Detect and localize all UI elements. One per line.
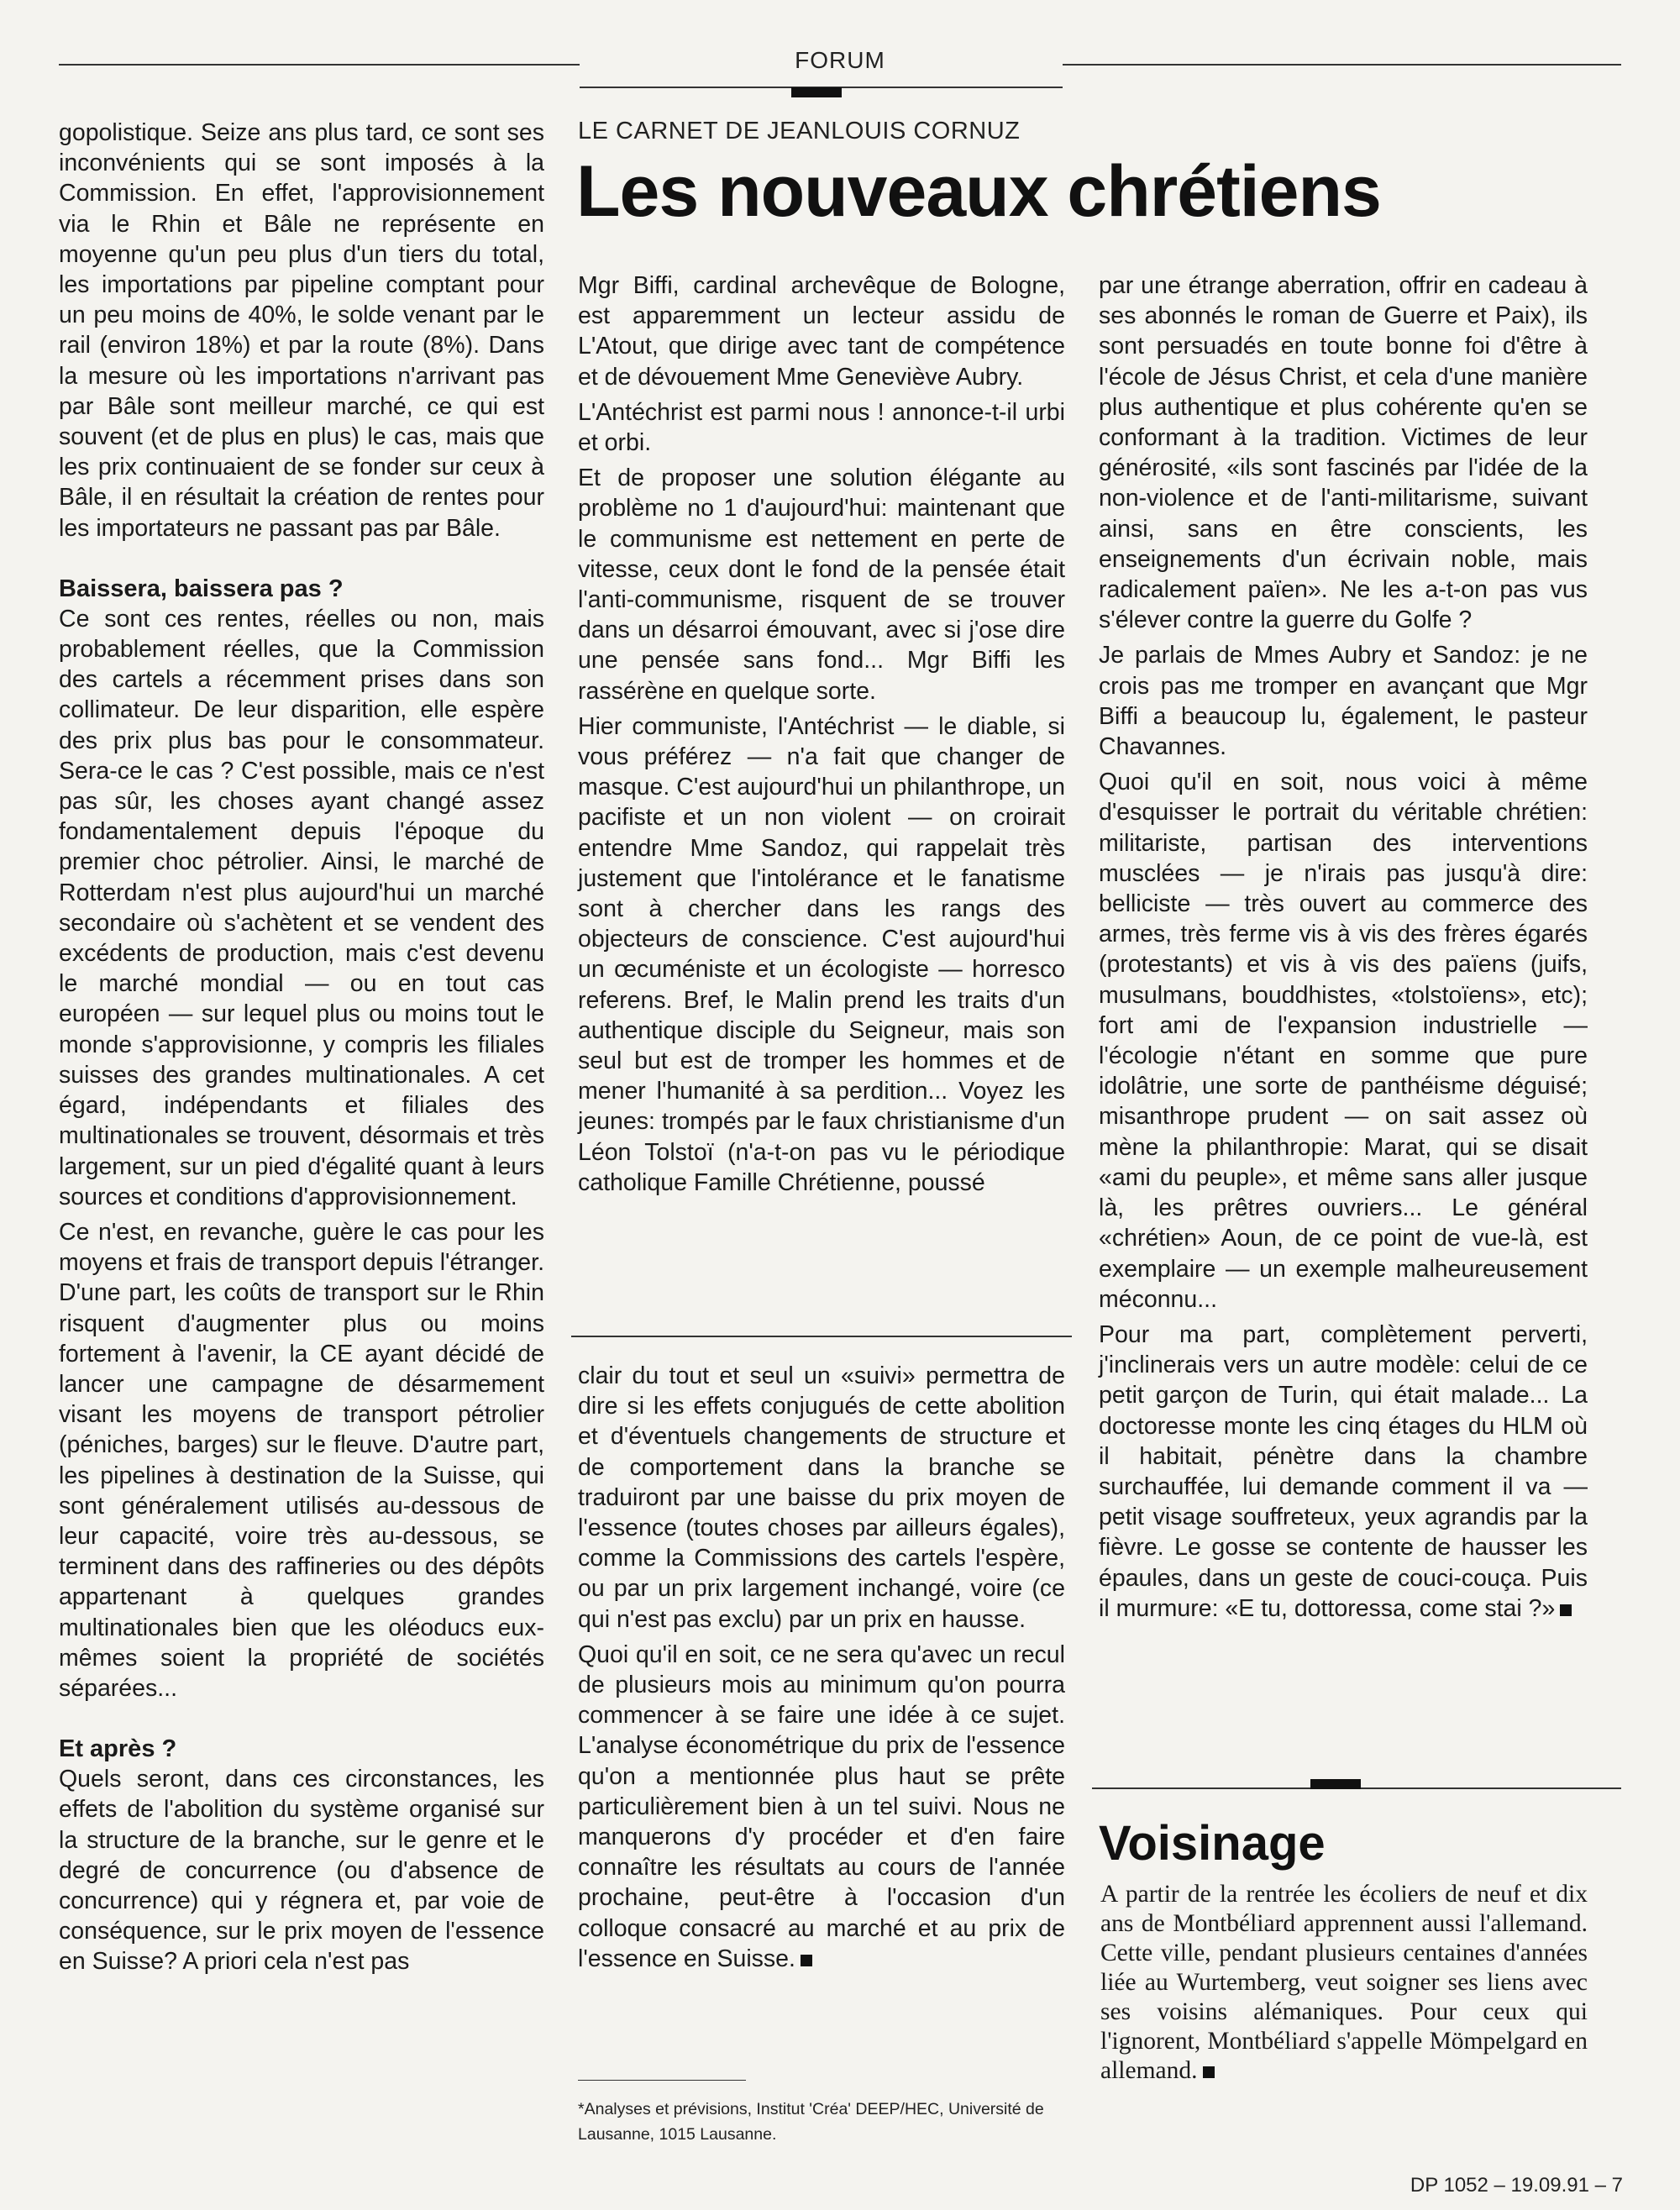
heading-baissera: Baissera, baissera pas ? bbox=[59, 575, 344, 602]
voisinage-title: Voisinage bbox=[1099, 1816, 1326, 1871]
carnet-column-2 bbox=[1099, 270, 1588, 1624]
carnet-p4: Hier communiste, l'Antéchrist — le diable, si vous préférez — n'a fait que changer de masque. C'est aujourd'hui un philanthrope, un pacifiste et un non violent — on croirait entendre Mme Sandoz, qui rappelait très justement que l'intolérance et le fanatisme sont à chercher dans les rangs des objecteurs de conscience. C'est aujourd'hui un œcuméniste et un écologiste — horresco referens. Bref, le Malin prend les traits d'un authentique disciple du Seigneur, mais son seul but est de tromper les hommes et de mener l'humanité à sa perdition... Voyez les jeunes: trompés par le faux christianisme d'un Léon Tolstoï (n'a-t-on pas vu le périodique catholique Famille Chrétienne, poussé bbox=[578, 712, 1065, 1196]
voisinage-text: A partir de la rentrée les écoliers de neuf et dix ans de Montbéliard apprennent aussi l'allemand. Cette ville, pendant plusieurs centaines d'années liée au Wurtemberg, veut soigner ses liens avec ses voisins alémaniques. Pour ceux qui l'ignorent, Montbéliard s'appelle Mömpelgard en allemand. bbox=[1100, 1881, 1588, 2084]
carnet-p8: Pour ma part, complètement perverti, j'inclinerais vers un autre modèle: celui de ce petit garçon de Turin, qui était malade... La doctoresse monte les cinq étages du HLM où il habitait, pénètre dans la chambre surchauffée, lui demande comment il va — petit visage souffreteux, yeux agrandis par la fièvre. Le gosse se contente de hausser les épaules, dans un geste de couci-couça. Puis il murmure: «E tu, dottoressa, come stai ?» bbox=[1099, 1320, 1588, 1622]
left-column bbox=[59, 118, 544, 1977]
heading-et-apres: Et après ? bbox=[59, 1735, 177, 1763]
middle-bottom-p1: clair du tout et seul un «suivi» permettra de dire si les effets conjugués de cette abolition et d'éventuels changements de structure et de comportement dans la branche se traduiront par une baisse du prix moyen de l'essence (toutes choses par ailleurs égales), comme la Commissions des cartels l'espère, ou par un prix largement inchangé, voire (ce qui n'est pas exclu) par un prix en hausse. bbox=[578, 1362, 1065, 1633]
left-para-1: Ce sont ces rentes, réelles ou non, mais probablement réelles, que la Commission des cartels a récemment prises dans son collimateur. De leur disparition, elle espère des prix plus bas pour le consommateur. Sera-ce le cas ? C'est possible, mais ce n'est pas sûr, les choses ayant changé assez fondamentalement depuis l'époque du premier choc pétrolier. Ainsi, le marché de Rotterdam n'est plus aujourd'hui un marché secondaire où s'achètent et se vendent des excédents de production, mais c'est devenu le marché mondial — ou en tout cas européen — sur lequel plus ou moins tout le monde s'approvisionne, y compris les filiales suisses des grandes multinationales. A cet égard, indépendants et filiales des multinationales se trouvent, désormais et très largement, sur un pied d'égalité quant à leurs sources et conditions d'approvisionnement. bbox=[59, 605, 544, 1210]
voisinage-text-block bbox=[1100, 1880, 1588, 2086]
end-mark bbox=[801, 1955, 812, 1966]
page-folio: DP 1052 – 19.09.91 – 7 bbox=[1410, 2174, 1623, 2197]
left-para-2: Ce n'est, en revanche, guère le cas pour les moyens et frais de transport depuis l'étranger. D'une part, les coûts de transport sur le Rhin risquent d'augmenter plus ou moins fortement à l'avenir, la CE ayant décidé de lancer une campagne de désarmement visant les moyens de transport pétrolier (péniches, barges) sur le fleuve. D'autre part, les pipelines à destination de la Suisse, qui sont généralement utilisés au-dessous de leur capacité, voire très au-dessous, se terminent dans des raffineries ou des dépôts appartenant à quelques grandes multinationales bien que les oléoducs eux-mêmes soient la propriété de sociétés séparées... bbox=[59, 1218, 544, 1702]
carnet-p6: Je parlais de Mmes Aubry et Sandoz: je ne crois pas me tromper en avançant que Mgr Biffi a beaucoup lu, également, le pasteur Chavannes. bbox=[1099, 642, 1588, 761]
section-label: FORUM bbox=[795, 47, 885, 73]
footnote-rule bbox=[578, 2080, 746, 2081]
footnote: *Analyses et prévisions, Institut 'Créa' DEEP/HEC, Université de Lausanne, 1015 Lausanne. bbox=[578, 2100, 1044, 2144]
voisinage-marker bbox=[1310, 1779, 1361, 1789]
end-mark bbox=[1203, 2066, 1215, 2078]
carnet-p5: par une étrange aberration, offrir en cadeau à ses abonnés le roman de Guerre et Paix), ils sont persuadés en toute bonne foi d'être à l'école de Jésus Christ, et cela d'une manière plus authentique et plus cohérente qu'en se conformant à la tradition. Victimes de leur générosité, «ils sont fascinés par l'idée de la non-violence et de l'anti-militarisme, suivant ainsi, sans en être conscients, les enseignements d'un écrivain noble, mais radicalement païen». Ne les a-t-on pas vus s'élever contre la guerre du Golfe ? bbox=[1099, 272, 1588, 634]
carnet-p3: Et de proposer une solution élégante au problème no 1 d'aujourd'hui: maintenant que le communisme est nettement en perte de vitesse, ceux dont le fond de la pensée était l'anti-communisme, risquent de se trouver dans un désarroi émouvant, avec si j'ose dire une pensée sans fond... Mgr Biffi les rassérène en quelque sorte. bbox=[578, 465, 1065, 705]
left-intro: gopolistique. Seize ans plus tard, ce sont ses inconvénients qui se sont imposés à la Commission. En effet, l'approvisionnement via le Rhin et Bâle ne représente en moyenne qu'un peu plus d'un tiers du total, les importations par pipeline comptant pour un peu moins de 40%, le solde venant par le rail (environ 18%) et par la route (8%). Dans la mesure où les importations n'arrivant pas par Bâle sont meilleur marché, ce qui est souvent (et de plus en plus) le cas, mais que les prix continuaient de se fonder sur ceux à Bâle, il en résultait la création de rentes pour les importateurs ne passant pas par Bâle. bbox=[59, 119, 544, 542]
end-mark bbox=[1560, 1604, 1572, 1616]
carnet-kicker: LE CARNET DE JEANLOUIS CORNUZ bbox=[578, 118, 1021, 144]
carnet-p1: Mgr Biffi, cardinal archevêque de Bologne, est apparemment un lecteur assidu de L'Atout, que dirige avec tant de compétence et de dévouement Mme Geneviève Aubry. bbox=[578, 272, 1065, 391]
carnet-p2: L'Antéchrist est parmi nous ! annonce-t-il urbi et orbi. bbox=[578, 398, 1065, 457]
header-rule-right bbox=[1063, 64, 1621, 66]
middle-bottom-column bbox=[578, 1361, 1065, 1974]
header-rule-left bbox=[59, 64, 580, 66]
carnet-p7: Quoi qu'il en soit, nous voici à même d'esquisser le portrait du véritable chrétien: militariste, partisan des interventions musclées — je n'irais pas jusqu'à dire: belliciste — très ouvert au commerce des armes, très ferme vis à vis des frères égarés (protestants) et vis à vis des païens (juifs, musulmans, bouddhistes, «tolstoïens», etc); fort ami de l'expansion industrielle — l'écologie n'étant en somme que pure idolâtrie, une sorte de panthéisme déguisé; misanthrope prudent — on sait assez où mène la philanthropie: Marat, qui se disait «ami du peuple», et même sans aller jusque là, les prêtres ouvriers... Le général «chrétien» Aoun, de ce point de vue-là, est exemplaire — un exemple malheureusement méconnu... bbox=[1099, 769, 1588, 1313]
left-para-3: Quels seront, dans ces circonstances, les effets de l'abolition du système organisé sur la structure de la branche, sur le genre et le degré de concurrence (ou d'absence de concurrence) qui y régnera et, par voie de conséquence, sur le prix moyen de l'essence en Suisse? A priori cela n'est pas bbox=[59, 1766, 544, 1976]
carnet-column-1 bbox=[578, 270, 1065, 1198]
carnet-box-rule bbox=[571, 1336, 1072, 1337]
header-marker bbox=[791, 87, 842, 97]
middle-bottom-p2: Quoi qu'il en soit, ce ne sera qu'avec un recul de plusieurs mois au minimum qu'on pourra commencer à se faire une idée à ce sujet. L'analyse économétrique du prix de l'essence qu'on a mentionnée plus haut se prête particulièrement bien à un tel suivi. Nous ne manquerons d'y procéder et d'en faire connaître les résultats au cours de l'année prochaine, peut-être à l'occasion d'un colloque consacré au marché et au prix de l'essence en Suisse. bbox=[578, 1640, 1065, 1972]
article-title: Les nouveaux chrétiens bbox=[576, 151, 1381, 232]
